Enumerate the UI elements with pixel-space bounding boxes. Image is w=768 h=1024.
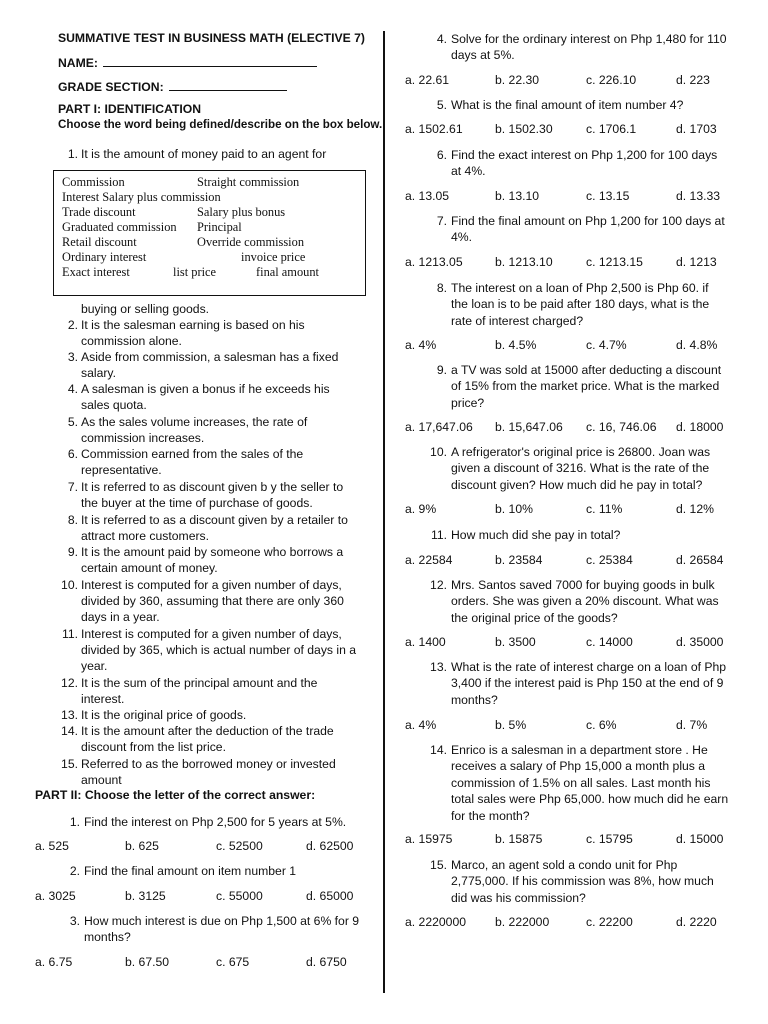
question-text-line: given a discount of 3216. What is the rate of the bbox=[451, 461, 710, 476]
question-text-line: What is the final amount of item number 4? bbox=[451, 98, 684, 112]
word-principal: Principal bbox=[197, 220, 242, 234]
question-text-line: the original price of the goods? bbox=[451, 610, 618, 625]
grade-section-label: GRADE SECTION: bbox=[58, 80, 164, 94]
question-number: 5. bbox=[436, 98, 447, 112]
answer-choice-b[interactable]: b. 3500 bbox=[495, 635, 536, 649]
question-text-line: months? bbox=[451, 692, 498, 707]
question-number: 8. bbox=[436, 281, 447, 295]
answer-choice-a[interactable]: a. 13.05 bbox=[405, 189, 450, 203]
answer-choice-c[interactable]: c. 226.10 bbox=[586, 73, 637, 87]
item-text-line: It is the amount paid by someone who borrows a bbox=[81, 545, 344, 559]
answer-choice-d[interactable]: d. 1703 bbox=[676, 122, 717, 136]
question-text-line: Mrs. Santos saved 7000 for buying goods in bulk bbox=[451, 578, 715, 592]
word-box bbox=[53, 170, 366, 296]
item-text-line: Commission earned from the sales of the bbox=[81, 447, 304, 461]
answer-choice-c[interactable]: c. 16, 746.06 bbox=[586, 420, 657, 434]
answer-choice-a[interactable]: a. 4% bbox=[405, 718, 437, 732]
item-text-line: commission increases. bbox=[81, 431, 205, 446]
question-text-line: a TV was sold at 15000 after deducting a discount bbox=[451, 363, 722, 377]
question-text-line: Find the final amount on Php 1,200 for 100 days at bbox=[451, 214, 725, 228]
answer-choice-d[interactable]: d. 62500 bbox=[306, 839, 354, 853]
question-text-line: What is the rate of interest charge on a loan of Php bbox=[451, 660, 727, 674]
item-number: 5. bbox=[67, 415, 78, 429]
name-field[interactable] bbox=[58, 55, 317, 70]
part1-instructions: Choose the word being defined/describe on the box below. bbox=[58, 118, 383, 131]
item-number: 7. bbox=[67, 480, 78, 494]
answer-choice-c[interactable]: c. 11% bbox=[586, 502, 623, 516]
answer-choice-c[interactable]: c. 1213.15 bbox=[586, 255, 643, 269]
item-number: 12. bbox=[61, 676, 78, 690]
answer-choice-b[interactable]: b. 67.50 bbox=[125, 955, 170, 969]
question-text-line: commission of 1.5% on all sales. Last month his bbox=[451, 775, 711, 790]
answer-choice-a[interactable]: a. 15975 bbox=[405, 832, 453, 846]
answer-choice-b[interactable]: b. 22.30 bbox=[495, 73, 540, 87]
item-text-line: salary. bbox=[81, 366, 116, 381]
item-text-line: divided by 365, which is actual number of days in a bbox=[81, 643, 357, 658]
column-divider bbox=[383, 31, 385, 993]
question-text-line: of 15% from the market price. What is the marked bbox=[451, 379, 720, 394]
question-text-line: discount given? How much did he pay in total? bbox=[451, 477, 703, 492]
question-text-line: How much did she pay in total? bbox=[451, 528, 621, 542]
answer-choice-a[interactable]: a. 17,647.06 bbox=[405, 420, 473, 434]
answer-choice-d[interactable]: d. 18000 bbox=[676, 420, 724, 434]
question-text-line: at 4%. bbox=[451, 164, 486, 179]
answer-choice-c[interactable]: c. 4.7% bbox=[586, 338, 627, 352]
item-number: 13. bbox=[61, 708, 78, 722]
item-text-line: Aside from commission, a salesman has a fixed bbox=[81, 350, 339, 364]
item-text-line: representative. bbox=[81, 463, 162, 478]
item-text-line: days in a year. bbox=[81, 610, 160, 625]
answer-choice-a[interactable]: a. 22584 bbox=[405, 553, 453, 567]
question-text-line: total sales were Php 65,000. how much did he earn bbox=[451, 792, 729, 807]
answer-choice-d[interactable]: d. 2220 bbox=[676, 915, 717, 929]
question-number: 9. bbox=[436, 363, 447, 377]
answer-choice-a[interactable]: a. 2220000 bbox=[405, 915, 466, 929]
item-text-line: discount from the list price. bbox=[81, 740, 226, 755]
answer-choice-d[interactable]: d. 1213 bbox=[676, 255, 717, 269]
answer-choice-b[interactable]: b. 15875 bbox=[495, 832, 543, 846]
item-text-line: It is referred to as a discount given by a retailer to bbox=[81, 513, 348, 527]
item-number: 8. bbox=[67, 513, 78, 527]
name-blank[interactable] bbox=[103, 55, 317, 67]
question-text-line: rate of interest charged? bbox=[451, 313, 584, 328]
item-text-line: Interest is computed for a given number of days, bbox=[81, 627, 342, 641]
item-number: 15. bbox=[61, 757, 78, 771]
item-text-line: It is the amount of money paid to an agent for bbox=[81, 147, 327, 161]
answer-choice-d[interactable]: d. 65000 bbox=[306, 889, 354, 903]
part2-heading: PART II: Choose the letter of the correct answer: bbox=[35, 788, 316, 802]
question-number: 4. bbox=[436, 32, 447, 46]
question-text-line: Marco, an agent sold a condo unit for Php bbox=[451, 858, 678, 872]
answer-choice-c[interactable]: c. 6% bbox=[586, 718, 617, 732]
answer-choice-c[interactable]: c. 25384 bbox=[586, 553, 633, 567]
question-text-line: the loan is to be paid after 180 days, what is the bbox=[451, 297, 710, 312]
item-number: 11. bbox=[61, 627, 78, 641]
word-override-commission: Override commission bbox=[197, 235, 305, 249]
word-list-price: list price bbox=[173, 265, 217, 279]
word-salary-plus-bonus: Salary plus bonus bbox=[197, 205, 286, 219]
word-interest-salary-plus-commission: Interest Salary plus commission bbox=[62, 190, 221, 204]
answer-choice-d[interactable]: d. 12% bbox=[676, 502, 714, 516]
answer-choice-b[interactable]: b. 15,647.06 bbox=[495, 420, 563, 434]
question-number: 14. bbox=[430, 743, 447, 757]
item-text-line: Interest is computed for a given number of days, bbox=[81, 578, 342, 592]
item-text-line: amount bbox=[81, 773, 122, 788]
question-number: 6. bbox=[436, 148, 447, 162]
answer-choice-a[interactable]: a. 1213.05 bbox=[405, 255, 463, 269]
answer-choice-b[interactable]: b. 23584 bbox=[495, 553, 543, 567]
item-text-line: It is the original price of goods. bbox=[81, 708, 247, 722]
item-text-line: attract more customers. bbox=[81, 529, 210, 544]
item-number: 9. bbox=[67, 545, 78, 559]
question-text-line: The interest on a loan of Php 2,500 is Php 60. if bbox=[451, 281, 709, 295]
answer-choice-b[interactable]: b. 10% bbox=[495, 502, 533, 516]
question-number: 11. bbox=[430, 528, 447, 542]
item-text-line: year. bbox=[81, 659, 108, 674]
answer-choice-c[interactable]: c. 55000 bbox=[216, 889, 263, 903]
word-straight-commission: Straight commission bbox=[197, 175, 300, 189]
item-number: 14. bbox=[61, 724, 78, 738]
word-commission: Commission bbox=[62, 175, 125, 189]
question-number: 13. bbox=[430, 660, 447, 674]
name-label: NAME: bbox=[58, 56, 98, 70]
answer-choice-a[interactable]: a. 1502.61 bbox=[405, 122, 463, 136]
answer-choice-b[interactable]: b. 222000 bbox=[495, 915, 550, 929]
item-text-line: It is the amount after the deduction of the trade bbox=[81, 724, 334, 738]
question-number: 3. bbox=[69, 914, 80, 928]
question-text-line: Find the exact interest on Php 1,200 for 100 days bbox=[451, 148, 718, 162]
answer-choice-c[interactable]: c. 15795 bbox=[586, 832, 633, 846]
answer-choice-a[interactable]: a. 6.75 bbox=[35, 955, 73, 969]
question-number: 1. bbox=[69, 815, 80, 829]
question-text-line: Find the interest on Php 2,500 for 5 years at 5%. bbox=[84, 815, 347, 829]
answer-choice-d[interactable]: d. 15000 bbox=[676, 832, 724, 846]
grade-section-field[interactable] bbox=[58, 79, 287, 94]
item-number: 6. bbox=[67, 447, 78, 461]
item-text-line: certain amount of money. bbox=[81, 561, 218, 576]
item-text-line: It is the sum of the principal amount and the bbox=[81, 676, 318, 690]
answer-choice-c[interactable]: c. 14000 bbox=[586, 635, 633, 649]
part1-heading: PART I: IDENTIFICATION bbox=[58, 102, 202, 116]
grade-section-blank[interactable] bbox=[169, 79, 287, 91]
word-invoice-price: invoice price bbox=[241, 250, 306, 264]
question-text-line: for the month? bbox=[451, 808, 530, 823]
answer-choice-d[interactable]: d. 35000 bbox=[676, 635, 724, 649]
question-text-line: 3,400 if the interest paid is Php 150 at the end of 9 bbox=[451, 676, 724, 691]
question-number: 7. bbox=[436, 214, 447, 228]
question-text-line: orders. She was given a 20% discount. What was bbox=[451, 594, 719, 609]
question-text-line: receives a salary of Php 15,000 a month plus a bbox=[451, 759, 706, 774]
item-text-line: It is referred to as discount given b y the seller to bbox=[81, 480, 344, 494]
question-text-line: A refrigerator's original price is 26800. Joan was bbox=[451, 445, 711, 459]
answer-choice-b[interactable]: b. 5% bbox=[495, 718, 527, 732]
answer-choice-c[interactable]: c. 52500 bbox=[216, 839, 263, 853]
item-number: 10. bbox=[61, 578, 78, 592]
answer-choice-a[interactable]: a. 1400 bbox=[405, 635, 446, 649]
answer-choice-d[interactable]: d. 4.8% bbox=[676, 338, 718, 352]
question-text-line: Find the final amount on item number 1 bbox=[84, 864, 297, 878]
test-title: SUMMATIVE TEST IN BUSINESS MATH (ELECTIVE 7) bbox=[58, 31, 365, 45]
answer-choice-a[interactable]: a. 9% bbox=[405, 502, 437, 516]
answer-choice-c[interactable]: c. 22200 bbox=[586, 915, 633, 929]
word-ordinary-interest: Ordinary interest bbox=[62, 250, 147, 264]
question-text-line: Enrico is a salesman in a department store . He bbox=[451, 743, 708, 757]
question-number: 15. bbox=[430, 858, 447, 872]
word-exact-interest: Exact interest bbox=[62, 265, 130, 279]
item-text-line: commission alone. bbox=[81, 334, 182, 349]
question-text-line: Solve for the ordinary interest on Php 1,480 for 110 bbox=[451, 32, 727, 46]
item-text-line: It is the salesman earning is based on his bbox=[81, 318, 305, 332]
answer-choice-a[interactable]: a. 525 bbox=[35, 839, 69, 853]
answer-choice-a[interactable]: a. 22.61 bbox=[405, 73, 450, 87]
item-number: 4. bbox=[67, 382, 78, 396]
question-text-line: days at 5%. bbox=[451, 48, 515, 63]
item-number: 3. bbox=[67, 350, 78, 364]
item-text-line: divided by 360, assuming that there are only 360 bbox=[81, 594, 344, 609]
item-text-line: interest. bbox=[81, 692, 125, 707]
answer-choice-b[interactable]: b. 1213.10 bbox=[495, 255, 553, 269]
word-retail-discount: Retail discount bbox=[62, 235, 137, 249]
question-number: 10. bbox=[430, 445, 447, 459]
question-number: 12. bbox=[430, 578, 447, 592]
answer-choice-c[interactable]: c. 675 bbox=[216, 955, 250, 969]
answer-choice-d[interactable]: d. 6750 bbox=[306, 955, 347, 969]
answer-choice-d[interactable]: d. 223 bbox=[676, 73, 710, 87]
word-graduated-commission: Graduated commission bbox=[62, 220, 177, 234]
answer-choice-a[interactable]: a. 4% bbox=[405, 338, 437, 352]
answer-choice-b[interactable]: b. 625 bbox=[125, 839, 159, 853]
answer-choice-b[interactable]: b. 13.10 bbox=[495, 189, 540, 203]
question-text-line: did was his commission? bbox=[451, 890, 586, 905]
item-text-line: the buyer at the time of purchase of goods. bbox=[81, 496, 313, 511]
question-number: 2. bbox=[69, 864, 80, 878]
item-text-line: As the sales volume increases, the rate of bbox=[81, 415, 308, 429]
answer-choice-a[interactable]: a. 3025 bbox=[35, 889, 76, 903]
question-text-line: price? bbox=[451, 395, 485, 410]
item-text-line: A salesman is given a bonus if he exceeds his bbox=[81, 382, 330, 396]
answer-choice-b[interactable]: b. 3125 bbox=[125, 889, 166, 903]
item-text-line: Referred to as the borrowed money or invested bbox=[81, 757, 336, 771]
question-text-line: 2,775,000. If his commission was 8%, how much bbox=[451, 874, 714, 889]
word-final-amount: final amount bbox=[256, 265, 319, 279]
item-text-line: sales quota. bbox=[81, 398, 147, 413]
item-number: 1. bbox=[67, 147, 78, 161]
answer-choice-b[interactable]: b. 1502.30 bbox=[495, 122, 553, 136]
item-text-line: buying or selling goods. bbox=[81, 302, 210, 316]
answer-choice-d[interactable]: d. 7% bbox=[676, 718, 708, 732]
question-text-line: 4%. bbox=[451, 230, 473, 245]
question-text-line: months? bbox=[84, 930, 131, 945]
answer-choice-d[interactable]: d. 13.33 bbox=[676, 189, 721, 203]
item-number: 2. bbox=[67, 318, 78, 332]
word-trade-discount: Trade discount bbox=[62, 205, 136, 219]
answer-choice-c[interactable]: c. 1706.1 bbox=[586, 122, 637, 136]
answer-choice-b[interactable]: b. 4.5% bbox=[495, 338, 537, 352]
question-text-line: How much interest is due on Php 1,500 at 6% for 9 bbox=[84, 914, 360, 928]
answer-choice-d[interactable]: d. 26584 bbox=[676, 553, 724, 567]
answer-choice-c[interactable]: c. 13.15 bbox=[586, 189, 630, 203]
